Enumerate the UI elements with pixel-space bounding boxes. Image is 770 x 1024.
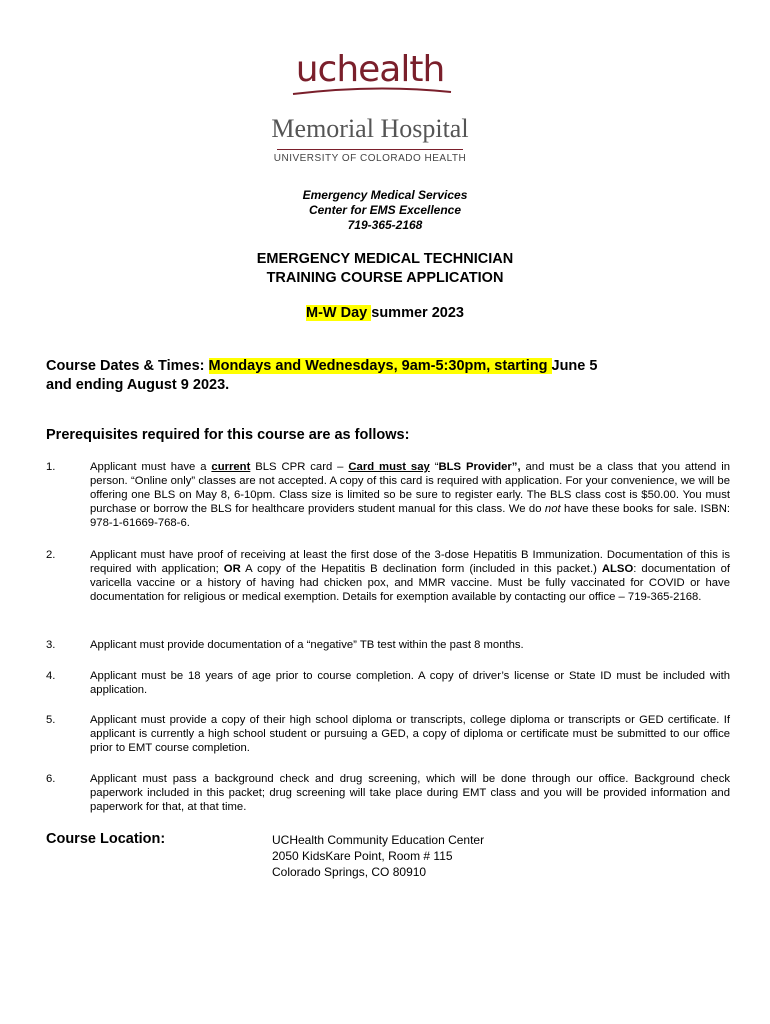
ems-header	[0, 188, 770, 233]
course-dates-highlight: Mondays and Wednesdays, 9am-5:30pm, starting	[208, 358, 552, 374]
center-name: Center for EMS Excellence	[308, 203, 462, 217]
uchealth-logo	[255, 50, 485, 168]
location-line-1: UCHealth Community Education Center	[272, 833, 485, 847]
logo-brand: uchealth	[295, 49, 445, 90]
session-line	[0, 304, 770, 322]
document-title	[0, 250, 770, 288]
item-number: 2.	[46, 549, 56, 561]
course-dates-end: and ending August 9 2023.	[46, 377, 230, 393]
item-number: 6.	[46, 773, 56, 785]
session-rest: summer 2023	[371, 305, 464, 321]
location-line-2: 2050 KidsKare Point, Room # 115	[272, 849, 453, 863]
item-text: Applicant must have a current BLS CPR card – Card must say “BLS Provider”, and must be a class that you attend in person. “Online only” classes are not accepted. A copy of this card is required with application. For your convenience, we will be offering one BLS on May 8, 6-10pm. Class size is limited so be sure to register early. The BLS class cost is $50.00. You must purchase or borrow the BLS for healthcare providers student manual for this class. We do not have these books for sale. ISBN: 978-1-61669-768-6.	[90, 461, 731, 529]
course-dates-start: June 5	[551, 358, 598, 374]
item-number: 3.	[46, 639, 56, 651]
title-line-2: TRAINING COURSE APPLICATION	[266, 270, 504, 286]
session-highlight: M-W Day	[306, 305, 372, 321]
logo-divider	[277, 149, 463, 150]
department-name: Emergency Medical Services	[302, 188, 468, 202]
course-dates-label: Course Dates & Times:	[46, 358, 209, 374]
item-text: Applicant must provide documentation of a “negative” TB test within the past 8 months.	[90, 639, 524, 651]
item-text: Applicant must pass a background check and drug screening, which will be done through our office. Background check paperwork included in this packet; drug screening will take place during EMT class and you will be provided information and paperwork for that, at that time.	[90, 773, 730, 813]
department-phone: 719-365-2168	[347, 218, 423, 232]
course-location-address	[272, 832, 484, 880]
title-line-1: EMERGENCY MEDICAL TECHNICIAN	[256, 251, 514, 267]
course-dates	[46, 357, 646, 395]
item-number: 4.	[46, 670, 56, 682]
location-line-3: Colorado Springs, CO 80910	[272, 865, 427, 879]
item-text: Applicant must provide a copy of their high school diploma or transcripts, college diploma or transcripts or GED certificate. If applicant is currently a high school student or pursuing a GED, a copy of diploma or certificate must be submitted to our office prior to EMT course completion.	[90, 714, 730, 754]
item-number: 1.	[46, 461, 56, 473]
prerequisites-heading: Prerequisites required for this course are as follows:	[46, 427, 410, 443]
item-number: 5.	[46, 714, 56, 726]
item-text: Applicant must be 18 years of age prior to course completion. A copy of driver’s license or State ID must be included with application.	[90, 670, 730, 696]
logo-swoosh-icon	[255, 80, 485, 100]
course-location-label: Course Location:	[46, 831, 166, 847]
logo-affiliation: UNIVERSITY OF COLORADO HEALTH	[273, 153, 467, 164]
logo-hospital-name: Memorial Hospital	[271, 114, 469, 143]
item-text: Applicant must have proof of receiving at least the first dose of the 3-dose Hepatitis B Immunization. Documentation of this is required with application; OR A copy of the Hepatitis B declination form (included in this packet.) ALSO: documentation of varicella vaccine or a history of having had chicken pox, and MMR vaccine. Must be fully vaccinated for COVID or have documentation for religious or medical exemption. Details for exemption available by contacting our office – 719-365-2168.	[90, 549, 730, 603]
